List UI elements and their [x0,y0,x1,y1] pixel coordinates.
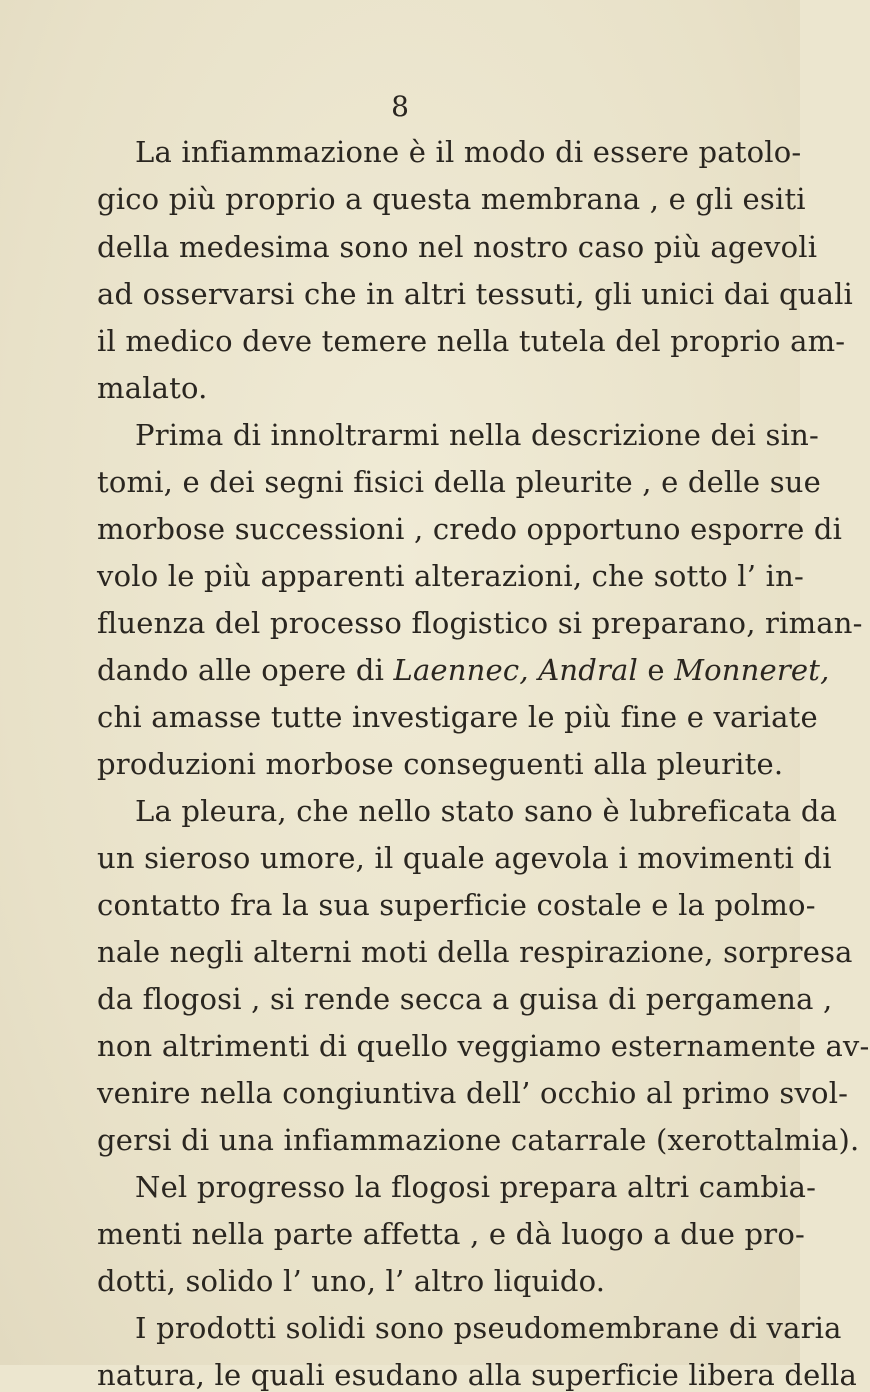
text-line: da flogosi , si rende secca a guisa di pergamena , [97,982,833,1016]
text-line: contatto fra la sua superficie costale e la polmo- [97,888,816,922]
text-line: Prima di innoltrarmi nella descrizione dei sin- [135,418,819,452]
text-run: e [638,653,675,687]
page-number: 8 [391,90,409,123]
text-line: morbose successioni , credo opportuno esporre di [97,512,843,546]
text-line: chi amasse tutte investigare le più fine e variate [97,700,818,734]
text-line: La pleura, che nello stato sano è lubreficata da [135,794,838,828]
text-line: non altrimenti di quello veggiamo esternamente av- [97,1029,870,1063]
author-name: Monneret, [674,653,830,687]
text-line: volo le più apparenti alterazioni, che sotto l’ in- [97,559,804,593]
text-line: produzioni morbose conseguenti alla pleurite. [97,747,784,781]
text-line: malato. [97,371,208,405]
text-line: nale negli alterni moti della respirazione, sorpresa [97,935,853,969]
text-line: La infiammazione è il modo di essere patolo- [135,135,802,169]
text-line: gersi di una infiammazione catarrale (xerottalmia). [97,1123,860,1157]
text-line: tomi, e dei segni fisici della pleurite , e delle sue [97,465,822,499]
text-line: Nel progresso la flogosi prepara altri cambia- [135,1170,817,1204]
text-line: della medesima sono nel nostro caso più agevoli [97,230,818,264]
text-line: gico più proprio a questa membrana , e gli esiti [97,182,806,216]
text-line: dotti, solido l’ uno, l’ altro liquido. [97,1264,606,1298]
text-line: natura, le quali esudano alla superficie libera della [97,1358,857,1392]
author-names: Laennec, Andral [393,653,638,687]
text-line: venire nella congiuntiva dell’ occhio al primo svol- [97,1076,849,1110]
text-line: menti nella parte affetta , e dà luogo a due pro- [97,1217,806,1251]
text-line: I prodotti solidi sono pseudomembrane di varia [135,1311,842,1345]
text-run: dando alle opere di [97,653,394,687]
text-line: il medico deve temere nella tutela del proprio am- [97,324,846,358]
text-line: fluenza del processo flogistico si preparano, riman- [97,606,863,640]
text-line: ad osservarsi che in altri tessuti, gli unici dai quali [97,277,854,311]
text-line: un sieroso umore, il quale agevola i movimenti di [97,841,832,875]
text-line-authors [97,653,830,687]
